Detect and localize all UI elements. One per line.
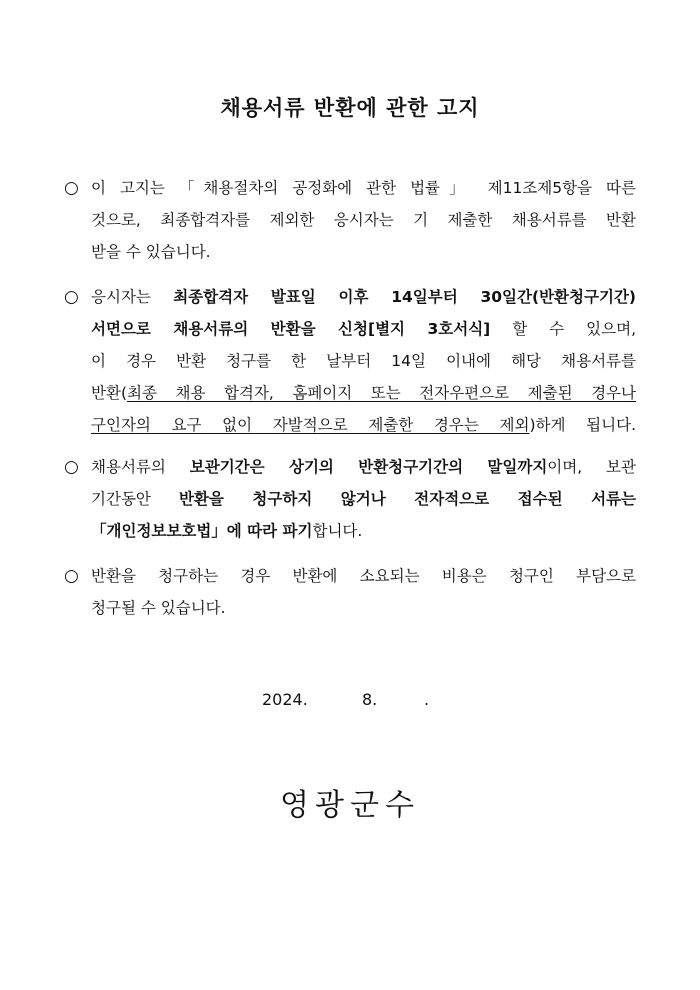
circle-bullet-icon: ○ [64,178,79,198]
text: )하게 됩니다. [529,416,636,434]
text: 할 수 있으며, [490,320,636,338]
text-line [91,451,636,483]
notice-paragraph-2 [64,281,636,441]
text-line: 이 경우 반환 청구를 한 날부터 14일 이내에 해당 채용서류를 [91,352,636,370]
notice-paragraph-3 [64,451,636,547]
text-line: 받을 수 있습니다. [91,243,211,261]
text-line: 이 고지는 「채용절차의 공정화에 관한 법률」 제11조제5항을 따른 [91,179,636,197]
text: 기간동안 [91,490,179,508]
text-line: 청구될 수 있습니다. [91,599,226,617]
date-month: 8. [362,690,378,709]
text: 반환( [91,384,127,402]
text-line [91,281,636,313]
text: 합니다. [312,522,363,540]
text: 채용서류의 [91,458,190,476]
text-line [91,377,636,409]
bold-text: 서면으로 채용서류의 반환을 신청[별지 3호서식] [91,320,491,338]
underlined-text: 최종 채용 합격자, 홈페이지 또는 전자우편으로 제출된 경우나 [127,384,636,402]
document-title: 채용서류 반환에 관한 고지 [220,96,480,120]
text-line [91,409,636,441]
text-line [91,483,636,515]
bold-text: 반환을 청구하지 않거나 전자적으로 접수된 서류는 [178,490,636,508]
text: 이며, 보관 [547,458,636,476]
text-line [91,313,636,345]
document-date [262,690,429,709]
underlined-text: 구인자의 요구 없이 자발적으로 제출한 경우는 제외 [91,416,530,434]
text-line [91,515,636,547]
issuer-signature: 영광군수 [280,788,420,823]
circle-bullet-icon: ○ [64,457,79,477]
bold-text: 보관기간은 상기의 반환청구기간의 말일까지 [189,458,548,476]
bold-text: 「개인정보보호법」에 따라 파기 [91,522,313,540]
date-day: . [424,690,430,709]
text: 응시자는 [91,288,174,306]
bold-text: 최종합격자 발표일 이후 14일부터 30일간(반환청구기간) [173,288,636,306]
circle-bullet-icon: ○ [64,287,79,307]
text-line: 반환을 청구하는 경우 반환에 소요되는 비용은 청구인 부담으로 [91,567,636,585]
date-year: 2024. [262,690,308,709]
notice-paragraph-4 [64,560,636,624]
text-line: 것으로, 최종합격자를 제외한 응시자는 기 제출한 채용서류를 반환 [91,211,636,229]
circle-bullet-icon: ○ [64,566,79,586]
notice-paragraph-1 [64,172,636,268]
